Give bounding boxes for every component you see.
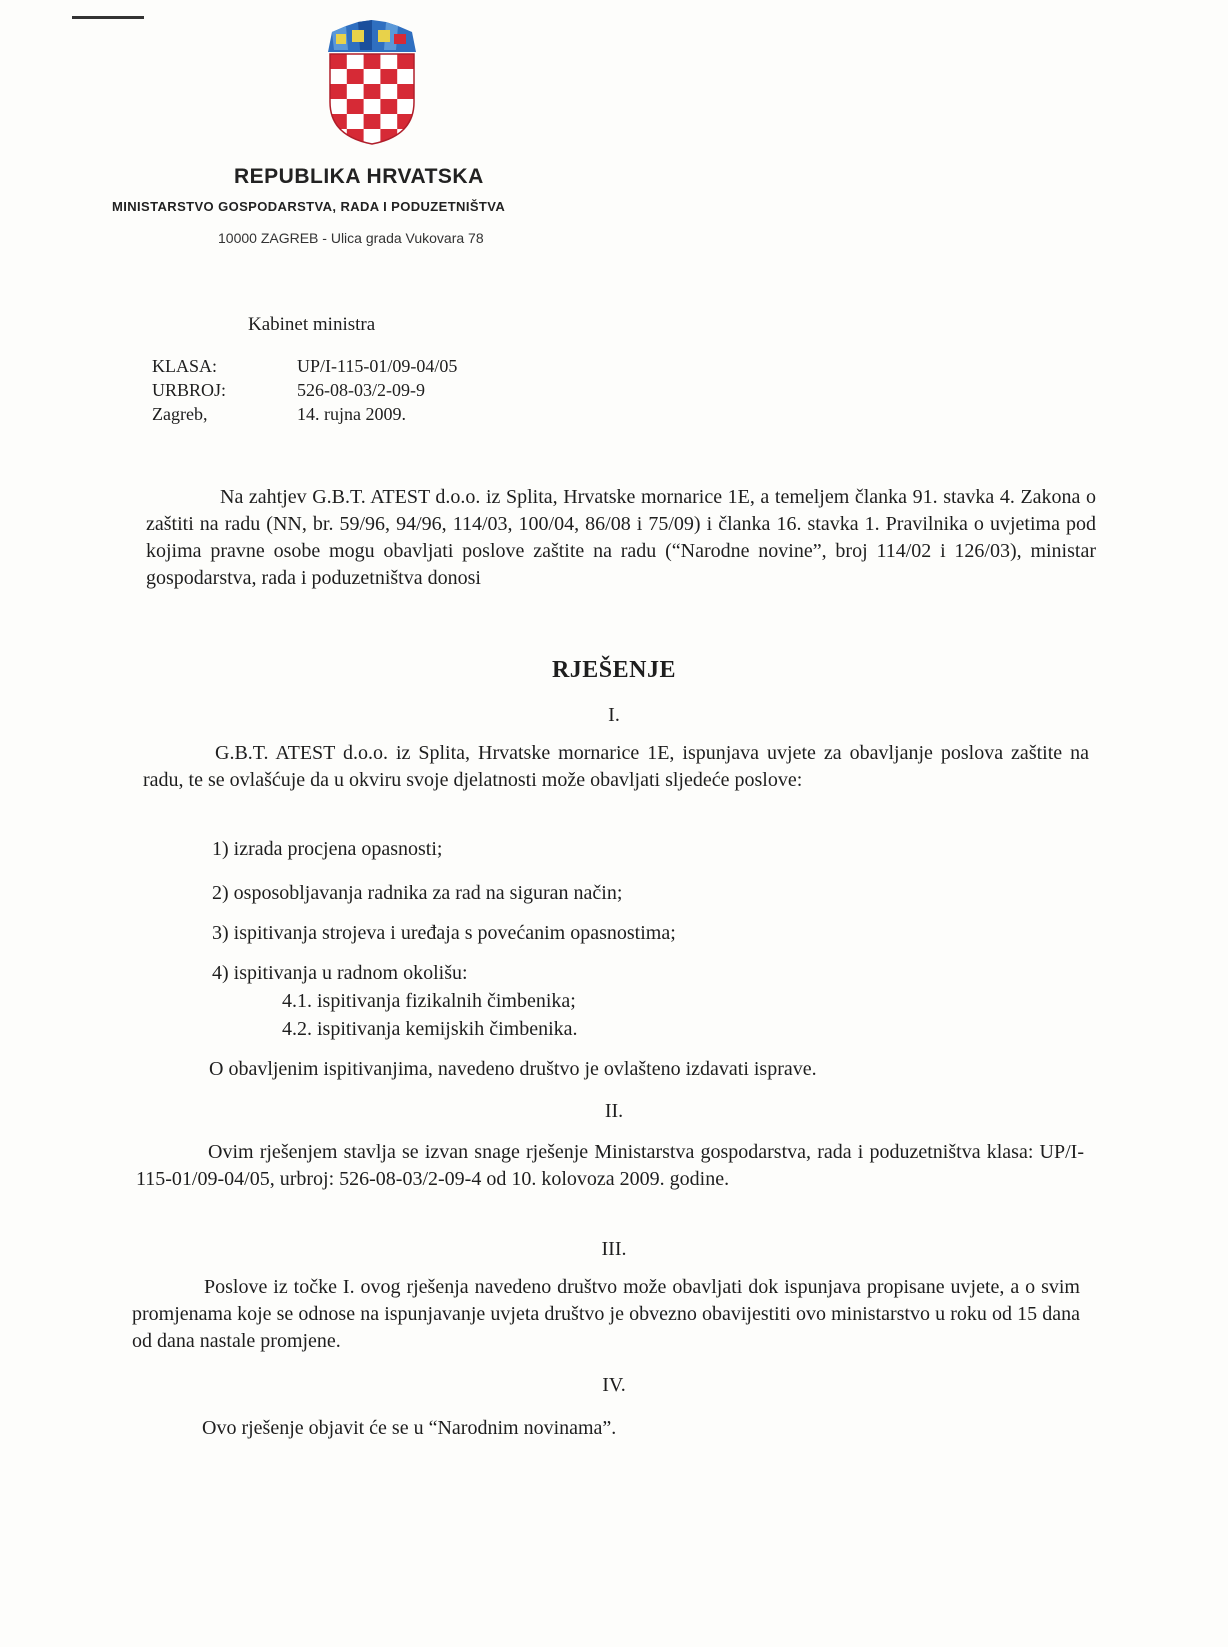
urbroj-label: URBROJ:	[152, 380, 227, 400]
ministry-address: 10000 ZAGREB - Ulica grada Vukovara 78	[218, 230, 484, 246]
shield-red-field	[397, 54, 414, 69]
shield-red-field	[380, 69, 397, 84]
sub-list-item: 4.2. ispitivanja kemijskih čimbenika.	[282, 1018, 578, 1040]
ministry-name: MINISTARSTVO GOSPODARSTVA, RADA I PODUZETNIŠTVA	[112, 199, 506, 214]
section-one-paragraph: G.B.T. ATEST d.o.o. iz Splita, Hrvatske mornarice 1E, ispunjava uvjete za obavljanje poslova zaštite na radu, te se ovlašćuje da u okviru svoje djelatnosti može obavljati sljedeće poslove:	[143, 742, 1089, 791]
crown-icon	[328, 20, 416, 52]
date-value: 14. rujna 2009.	[297, 404, 406, 424]
place-label: Zagreb,	[152, 404, 208, 424]
sub-list-item: 4.1. ispitivanja fizikalnih čimbenika;	[282, 990, 576, 1012]
corner-mark	[72, 16, 144, 19]
document-title: RJEŠENJE	[551, 657, 677, 683]
list-item: 2) osposobljavanja radnika za rad na siguran način;	[212, 882, 623, 904]
list-item: 4) ispitivanja u radnom okolišu:	[212, 962, 468, 984]
shield-red-field	[364, 54, 381, 69]
cabinet-label: Kabinet ministra	[248, 314, 376, 335]
section-three-numeral: III.	[601, 1238, 627, 1260]
klasa-value: UP/I-115-01/09-04/05	[297, 356, 458, 376]
shield-red-field	[347, 99, 364, 114]
urbroj-value: 526-08-03/2-09-9	[297, 380, 425, 400]
shield-red-field	[364, 114, 381, 129]
section-four-paragraph: Ovo rješenje objavit će se u “Narodnim novinama”.	[202, 1417, 617, 1439]
coat-of-arms-icon	[324, 20, 420, 146]
shield-red-field	[397, 84, 414, 99]
list-item: 1) izrada procjena opasnosti;	[212, 838, 443, 860]
shield-red-field	[330, 84, 347, 99]
section-four-numeral: IV.	[602, 1374, 626, 1396]
section-two-numeral: II.	[604, 1100, 624, 1122]
klasa-label: KLASA:	[152, 356, 218, 376]
section-one-numeral: I.	[608, 704, 620, 726]
section-one-note: O obavljenim ispitivanjima, navedeno društvo je ovlašteno izdavati isprave.	[209, 1058, 817, 1080]
shield-red-field	[364, 84, 381, 99]
shield-red-field	[347, 69, 364, 84]
country-name: REPUBLIKA HRVATSKA	[234, 165, 484, 188]
shield-red-field	[330, 54, 347, 69]
section-three-paragraph: Poslove iz točke I. ovog rješenja navedeno društvo može obavljati dok ispunjava propisane uvjete, a o svim promjenama koje se odnose na ispunjavanje uvjeta društvo je obvezno obavijestiti ovo ministarstvo u roku od 15 dana od dana nastale promjene.	[132, 1276, 1080, 1352]
section-two-paragraph: Ovim rješenjem stavlja se izvan snage rješenje Ministarstva gospodarstva, rada i poduzetništva klasa: UP/I-115-01/09-04/05, urbroj: 526-08-03/2-09-4 od 10. kolovoza 2009. godine.	[136, 1141, 1084, 1190]
shield-red-field	[380, 99, 397, 114]
intro-paragraph: Na zahtjev G.B.T. ATEST d.o.o. iz Splita, Hrvatske mornarice 1E, a temeljem članka 91. stavka 4. Zakona o zaštiti na radu (NN, br. 59/96, 94/96, 114/03, 100/04, 86/08 i 75/09) i članka 16. stavka 1. Pravilnika o uvjetima pod kojima pravne osobe mogu obavljati poslove zaštite na radu (“Narodne novine”, broj 114/02 i 126/03), ministar gospodarstva, rada i poduzetništva donosi	[146, 486, 1096, 589]
list-item: 3) ispitivanja strojeva i uređaja s povećanim opasnostima;	[212, 922, 676, 944]
